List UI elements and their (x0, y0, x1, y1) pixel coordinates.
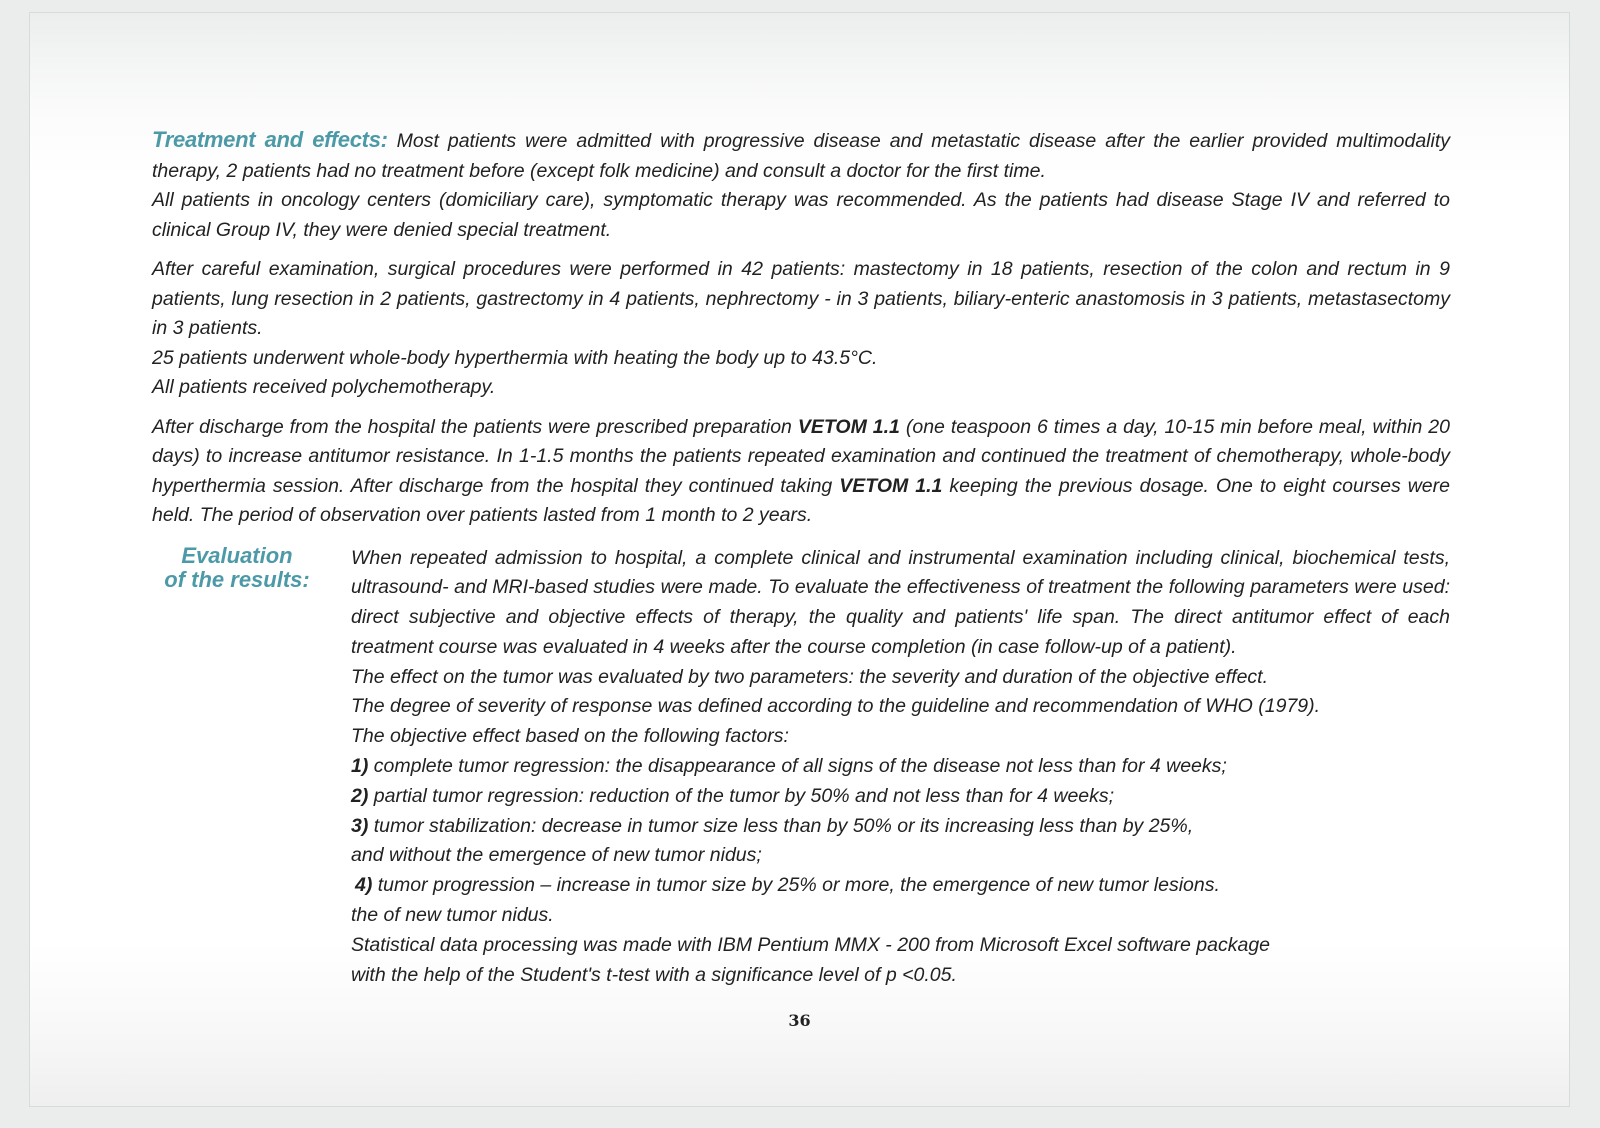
treatment-p1-text: Most patients were admitted with progressive disease and metastatic disease after the earlier provided multimodality therapy, 2 patients had no treatment before (except folk medicine) and consult a doctor for the first time. (152, 130, 1450, 182)
list-item-continuation: and without the emergence of new tumor nidus; (351, 844, 762, 867)
treatment-paragraph-2: All patients in oncology centers (domiciliary care), symptomatic therapy was recommended. As the patients had disease Stage IV and referred to clinical Group IV, they were denied special treatment. (152, 189, 1450, 241)
list-item-number: 2) (351, 784, 369, 807)
list-item-number: 3) (351, 814, 369, 837)
list-item (351, 812, 1450, 842)
drug-name-1: VETOM 1.1 (797, 415, 900, 438)
hyperthermia-paragraph: 25 patients underwent whole-body hyperthermia with heating the body up to 43.5°C. (152, 346, 878, 369)
list-item-text: partial tumor regression: reduction of the tumor by 50% and not less than for 4 weeks; (368, 784, 1115, 807)
evaluation-body (351, 544, 1450, 991)
evaluation-paragraph-5: the of new tumor nidus. (351, 904, 554, 927)
drug-name-2: VETOM 1.1 (839, 474, 943, 497)
document-page (29, 12, 1570, 1107)
surgery-paragraph: After careful examination, surgical procedures were performed in 42 patients: mastectomy in 18 patients, resection of the colon and rectum in 9 patients, lung resection in 2 patients, gastrectomy in 4 patients, nephrectomy - in 3 patients, biliary-enteric anastomosis in 3 patients, metastasectomy in 3 patients. (152, 258, 1450, 339)
treatment-paragraph-1 (152, 125, 1450, 186)
list-item-text: complete tumor regression: the disappearance of all signs of the disease not less than for 4 weeks; (368, 755, 1227, 778)
list-item-text: tumor stabilization: decrease in tumor size less than by 50% or its increasing less than by 25%, (368, 814, 1194, 837)
evaluation-paragraph-2: The effect on the tumor was evaluated by two parameters: the severity and duration of the objective effect. (351, 665, 1269, 688)
evaluation-paragraph-3: The degree of severity of response was defined according to the guideline and recommendation of WHO (1979). (351, 695, 1321, 718)
list-item (351, 782, 1450, 812)
evaluation-paragraph-7: with the help of the Student's t-test with a significance level of p <0.05. (351, 963, 957, 986)
evaluation-paragraph-6: Statistical data processing was made with IBM Pentium MMX - 200 from Microsoft Excel software package (351, 933, 1271, 956)
page-content (152, 125, 1450, 990)
evaluation-heading-line-2: of the results: (164, 566, 310, 592)
polychemotherapy-paragraph: All patients received polychemotherapy. (152, 376, 496, 398)
evaluation-paragraph-4: The objective effect based on the following factors: (351, 725, 789, 748)
evaluation-paragraph-1: When repeated admission to hospital, a complete clinical and instrumental examination including clinical, biochemical tests, ultrasound- and MRI-based studies were made. To evaluate the effectiveness of treatment the following parameters were used: direct subjective and objective effects of therapy, the quality and patients' life span. The direct antitumor effect of each treatment course was evaluated in 4 weeks after the course completion (in case follow-up of a patient). (351, 546, 1450, 658)
list-item-text: tumor progression – increase in tumor size by 25% or more, the emergence of new tumor lesions. (372, 874, 1220, 897)
list-item (351, 871, 1450, 901)
evaluation-section (152, 544, 1450, 991)
evaluation-heading (152, 544, 322, 592)
page-number: 36 (788, 1011, 811, 1030)
discharge-paragraph (152, 413, 1450, 531)
discharge-text-c: keeping the previous dosage. One to eight courses were held. The period of observation over patients lasted from 1 month to 2 years. (152, 474, 1450, 526)
list-item-number: 4) (355, 874, 373, 897)
evaluation-heading-line-1: Evaluation (181, 542, 293, 568)
discharge-text-b: (one teaspoon 6 times a day, 10-15 min before meal, within 20 days) to increase antitumor resistance. In 1-1.5 months the patients repeated examination and continued the treatment of chemotherapy, whole-body hyperthermia session. After discharge from the hospital they continued taking (152, 415, 1450, 497)
discharge-text-a: After discharge from the hospital the patients were prescribed preparation (152, 415, 798, 438)
spacer (152, 403, 1450, 413)
treatment-heading: Treatment and effects: (152, 127, 388, 152)
list-item (351, 752, 1450, 782)
spacer (152, 245, 1450, 255)
list-item-number: 1) (351, 755, 369, 778)
